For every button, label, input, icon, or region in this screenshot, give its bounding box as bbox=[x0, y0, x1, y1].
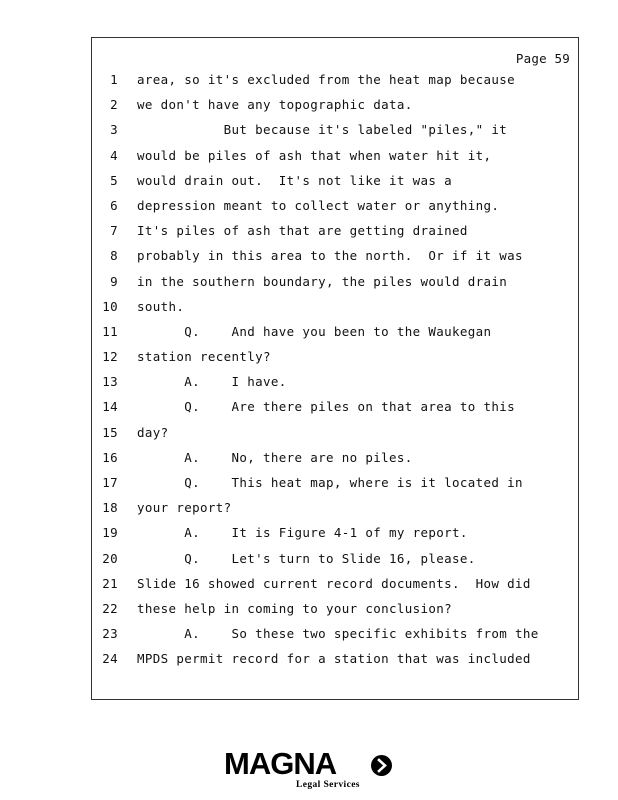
transcript-line bbox=[92, 576, 578, 601]
transcript-line bbox=[92, 324, 578, 349]
line-number: 13 bbox=[102, 374, 118, 390]
line-number: 23 bbox=[102, 626, 118, 642]
line-number: 19 bbox=[102, 525, 118, 541]
line-text: A. It is Figure 4-1 of my report. bbox=[137, 525, 468, 541]
line-text: we don't have any topographic data. bbox=[137, 97, 413, 113]
arrow-circle-icon bbox=[371, 755, 392, 776]
transcript-line bbox=[92, 72, 578, 97]
line-number: 21 bbox=[102, 575, 118, 591]
transcript-line bbox=[92, 425, 578, 450]
transcript-line bbox=[92, 525, 578, 550]
line-text: A. I have. bbox=[137, 374, 287, 390]
line-text: A. So these two specific exhibits from the bbox=[137, 626, 539, 642]
transcript-line bbox=[92, 626, 578, 651]
line-text: Q. This heat map, where is it located in bbox=[137, 475, 523, 490]
line-number: 20 bbox=[102, 550, 118, 566]
magna-logo bbox=[222, 747, 397, 793]
line-number: 10 bbox=[102, 298, 118, 314]
line-text: MPDS permit record for a station that was included bbox=[137, 651, 531, 667]
line-text: south. bbox=[137, 298, 185, 314]
line-text: probably in this area to the north. Or if it was bbox=[137, 248, 523, 264]
line-text: But because it's labeled "piles," it bbox=[137, 122, 508, 138]
line-text: Q. And have you been to the Waukegan bbox=[137, 323, 492, 339]
line-text: area, so it's excluded from the heat map because bbox=[137, 72, 516, 87]
line-number: 24 bbox=[102, 651, 118, 667]
transcript-line bbox=[92, 651, 578, 676]
transcript-line bbox=[92, 450, 578, 475]
line-number: 4 bbox=[110, 147, 118, 163]
line-text: depression meant to collect water or anything. bbox=[137, 197, 500, 213]
transcript-line bbox=[92, 399, 578, 424]
line-text: these help in coming to your conclusion? bbox=[137, 600, 453, 616]
line-number: 5 bbox=[110, 172, 118, 188]
line-text: would drain out. It's not like it was a bbox=[137, 172, 453, 188]
line-number: 16 bbox=[102, 449, 118, 465]
line-number: 8 bbox=[110, 248, 118, 264]
line-text: would be piles of ash that when water hit it, bbox=[137, 147, 492, 163]
line-number: 18 bbox=[102, 500, 118, 516]
line-text: your report? bbox=[137, 500, 232, 516]
line-number: 3 bbox=[110, 122, 118, 138]
line-text: It's piles of ash that are getting drained bbox=[137, 223, 468, 239]
line-text: Q. Are there piles on that area to this bbox=[137, 399, 516, 415]
line-number: 6 bbox=[110, 197, 118, 213]
line-text: station recently? bbox=[137, 349, 271, 365]
line-number: 1 bbox=[110, 72, 118, 87]
transcript-page bbox=[91, 37, 579, 700]
transcript-line bbox=[92, 475, 578, 500]
transcript-line bbox=[92, 274, 578, 299]
line-text: in the southern boundary, the piles would drain bbox=[137, 273, 508, 289]
logo-wordmark: MAGNA bbox=[224, 746, 337, 781]
transcript-line bbox=[92, 97, 578, 122]
line-text: Q. Let's turn to Slide 16, please. bbox=[137, 550, 476, 566]
page-number: Page 59 bbox=[515, 51, 570, 66]
line-text: Slide 16 showed current record documents. How did bbox=[137, 575, 531, 591]
line-number: 7 bbox=[110, 223, 118, 239]
line-number: 22 bbox=[102, 600, 118, 616]
transcript-line bbox=[92, 148, 578, 173]
transcript-line bbox=[92, 601, 578, 626]
transcript-line bbox=[92, 248, 578, 273]
transcript-line bbox=[92, 500, 578, 525]
line-number: 12 bbox=[102, 349, 118, 365]
transcript-line bbox=[92, 223, 578, 248]
line-number: 15 bbox=[102, 424, 118, 440]
logo-subtitle: Legal Services bbox=[296, 780, 360, 790]
line-text: A. No, there are no piles. bbox=[137, 449, 413, 465]
transcript-line bbox=[92, 551, 578, 576]
transcript-line bbox=[92, 198, 578, 223]
line-number: 14 bbox=[102, 399, 118, 415]
transcript-line bbox=[92, 122, 578, 147]
transcript-lines bbox=[92, 72, 578, 677]
transcript-line bbox=[92, 299, 578, 324]
line-number: 2 bbox=[110, 97, 118, 113]
line-number: 11 bbox=[102, 323, 118, 339]
transcript-line bbox=[92, 374, 578, 399]
line-number: 9 bbox=[110, 273, 118, 289]
transcript-line bbox=[92, 173, 578, 198]
transcript-line bbox=[92, 349, 578, 374]
line-number: 17 bbox=[102, 475, 118, 490]
line-text: day? bbox=[137, 424, 169, 440]
